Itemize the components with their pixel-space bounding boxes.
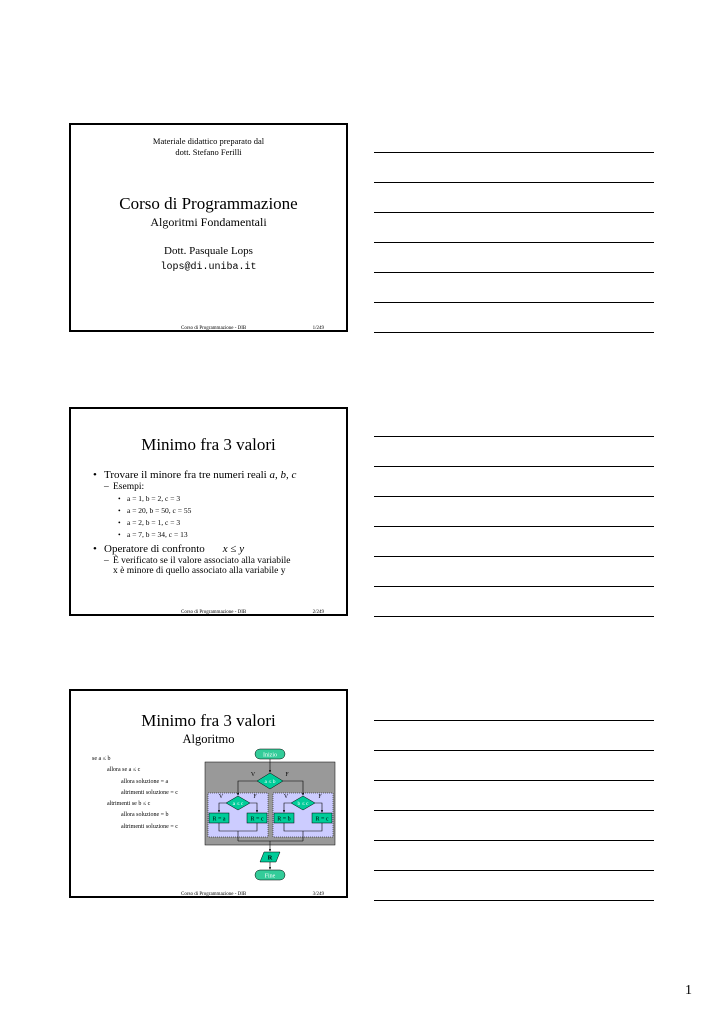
- true-label: V: [283, 794, 289, 800]
- author-name: Dott. Pasquale Lops: [164, 245, 253, 257]
- assign-rb: R = b: [277, 816, 291, 823]
- example-item: • a = 20, b = 50, c = 55: [118, 505, 338, 517]
- page-number: 1: [685, 983, 692, 998]
- footer-page: 3/249: [312, 892, 324, 897]
- false-label: F: [318, 794, 322, 800]
- slide-subtitle: Algoritmi Fondamentali: [150, 215, 267, 229]
- footer-page: 2/249: [312, 610, 324, 615]
- prepared-by: [71, 136, 346, 158]
- sub-bullet: [104, 482, 338, 541]
- slide-title: Minimo fra 3 valori: [141, 435, 276, 454]
- slide-3: [69, 689, 348, 898]
- true-label: V: [250, 772, 256, 778]
- pseudocode: [92, 754, 178, 833]
- flowchart: [204, 747, 336, 885]
- bullet-item: [93, 543, 338, 576]
- false-label: F: [253, 794, 257, 800]
- pseudo-line: altrimenti se b ≤ c: [107, 801, 151, 808]
- pseudo-line: se a ≤ b: [92, 756, 111, 762]
- bullet-expr: x ≤ y: [222, 543, 245, 555]
- examples-label: Esempi:: [113, 482, 145, 492]
- desc-line-1: È verificato se il valore associato alla variabile: [113, 556, 291, 566]
- bullet-text: Operatore di confronto: [104, 543, 205, 555]
- bullet-item: [93, 469, 338, 541]
- footer-page: 1/249: [312, 326, 324, 331]
- end-label: Fine: [264, 873, 276, 880]
- decision-main-label: a ≤ b: [264, 779, 276, 785]
- slide-title: Minimo fra 3 valori: [141, 711, 276, 730]
- bullet-text: Trovare il minore fra tre numeri reali: [104, 469, 270, 481]
- sub-bullet: [104, 556, 338, 576]
- assign-ra: R = a: [212, 816, 226, 823]
- slide-1: [69, 123, 348, 332]
- desc-line-2: x è minore di quello associato alla variabile y: [113, 566, 286, 576]
- decision-left-label: a ≤ c: [232, 801, 244, 807]
- bullet-list: [93, 469, 338, 578]
- assign-rc: R = c: [315, 816, 329, 823]
- example-item: • a = 7, b = 34, c = 13: [118, 529, 338, 541]
- example-item: • a = 2, b = 1, c = 3: [118, 517, 338, 529]
- footer-text: Corso di Programmazione - DIB: [181, 326, 247, 331]
- prepared-line-1: Materiale didattico preparato dal: [152, 136, 265, 146]
- assign-rc: R = c: [250, 816, 264, 823]
- pseudo-line: allora soluzione = b: [121, 812, 169, 819]
- decision-right-label: b ≤ c: [297, 801, 309, 807]
- footer-text: Corso di Programmazione - DIB: [181, 610, 247, 615]
- author-email: lops@di.uniba.it: [160, 262, 257, 273]
- slide-subtitle: Algoritmo: [182, 732, 235, 746]
- example-item: • a = 1, b = 2, c = 3: [118, 493, 338, 505]
- pseudo-line: altrimenti soluzione = c: [121, 789, 178, 796]
- false-label: F: [285, 772, 289, 778]
- start-label: Inizio: [263, 752, 277, 759]
- true-label: V: [218, 794, 224, 800]
- pseudo-line: allora soluzione = a: [121, 778, 169, 785]
- pseudo-line: allora se a ≤ c: [107, 767, 141, 774]
- prepared-line-2: dott. Stefano Ferilli: [175, 147, 242, 157]
- output-label: R: [267, 854, 273, 862]
- examples-list: [113, 493, 338, 541]
- slide-2: [69, 407, 348, 616]
- bullet-vars: a, b, c: [269, 469, 297, 481]
- slide-title: Corso di Programmazione: [119, 194, 298, 213]
- pseudo-line: altrimenti soluzione = c: [121, 823, 178, 830]
- footer-text: Corso di Programmazione - DIB: [181, 892, 247, 897]
